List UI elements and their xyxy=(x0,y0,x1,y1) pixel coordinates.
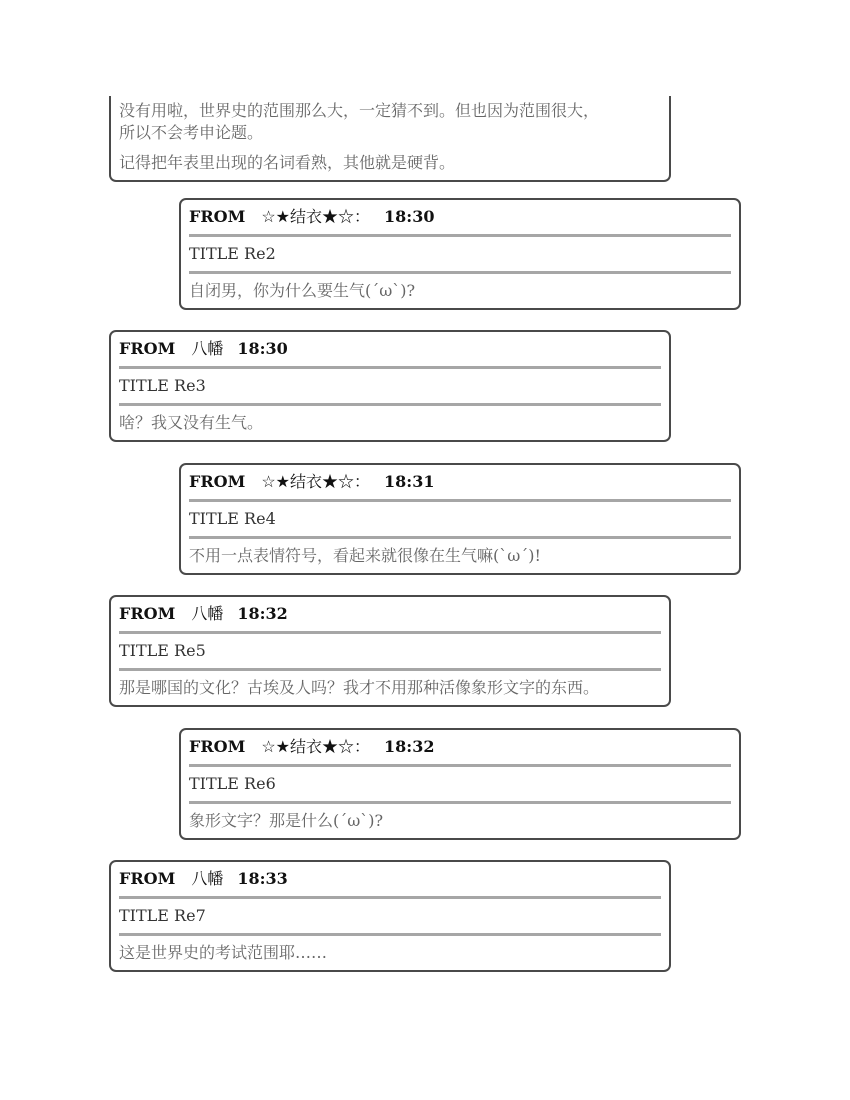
message-body: 啥？我又没有生气。 xyxy=(119,413,264,432)
message-card-re6 xyxy=(179,728,741,840)
message-card-partial xyxy=(109,96,671,182)
from-label: FROM xyxy=(189,472,246,491)
sender-name: ☆★结衣★☆： xyxy=(261,737,371,756)
message-time: 18:31 xyxy=(384,472,435,491)
message-title: TITLE Re2 xyxy=(189,244,276,263)
sender-name: 八幡 xyxy=(191,604,224,623)
message-card-re4 xyxy=(179,463,741,575)
message-title: TITLE Re4 xyxy=(189,509,276,528)
message-body: 那是哪国的文化？古埃及人吗？我才不用那种活像象形文字的东西。 xyxy=(119,678,600,697)
message-header xyxy=(119,332,661,366)
from-label: FROM xyxy=(119,604,176,623)
message-time: 18:32 xyxy=(237,604,288,623)
message-body: 象形文字？那是什么(´ω`)? xyxy=(189,811,384,830)
message-card-re2 xyxy=(179,198,741,310)
sender-name: 八幡 xyxy=(191,869,224,888)
message-time: 18:32 xyxy=(384,737,435,756)
from-label: FROM xyxy=(119,339,176,358)
sender-name: 八幡 xyxy=(191,339,224,358)
message-header xyxy=(119,597,661,631)
message-card-re3 xyxy=(109,330,671,442)
message-body: 不用一点表情符号，看起来就很像在生气嘛(`ω´)! xyxy=(189,546,541,565)
message-title: TITLE Re3 xyxy=(119,376,206,395)
message-header xyxy=(189,730,731,764)
message-body: 这是世界史的考试范围耶…… xyxy=(119,943,328,962)
from-label: FROM xyxy=(189,207,246,226)
message-title: TITLE Re5 xyxy=(119,641,206,660)
sender-name: ☆★结衣★☆： xyxy=(261,207,371,226)
message-time: 18:30 xyxy=(384,207,435,226)
message-body: 自闭男，你为什么要生气(´ω`)? xyxy=(189,281,416,300)
message-header xyxy=(189,200,731,234)
message-title: TITLE Re7 xyxy=(119,906,206,925)
message-header xyxy=(189,465,731,499)
message-time: 18:33 xyxy=(237,869,288,888)
from-label: FROM xyxy=(189,737,246,756)
message-body-line: 记得把年表里出现的名词看熟，其他就是硬背。 xyxy=(119,153,456,172)
message-card-re5 xyxy=(109,595,671,707)
message-card-re7 xyxy=(109,860,671,972)
message-title: TITLE Re6 xyxy=(189,774,276,793)
message-body-line: 没有用啦，世界史的范围那么大，一定猜不到。但也因为范围很大， xyxy=(119,101,600,120)
sender-name: ☆★结衣★☆： xyxy=(261,472,371,491)
message-body-line: 所以不会考申论题。 xyxy=(119,123,264,142)
message-header xyxy=(119,862,661,896)
from-label: FROM xyxy=(119,869,176,888)
message-time: 18:30 xyxy=(237,339,288,358)
